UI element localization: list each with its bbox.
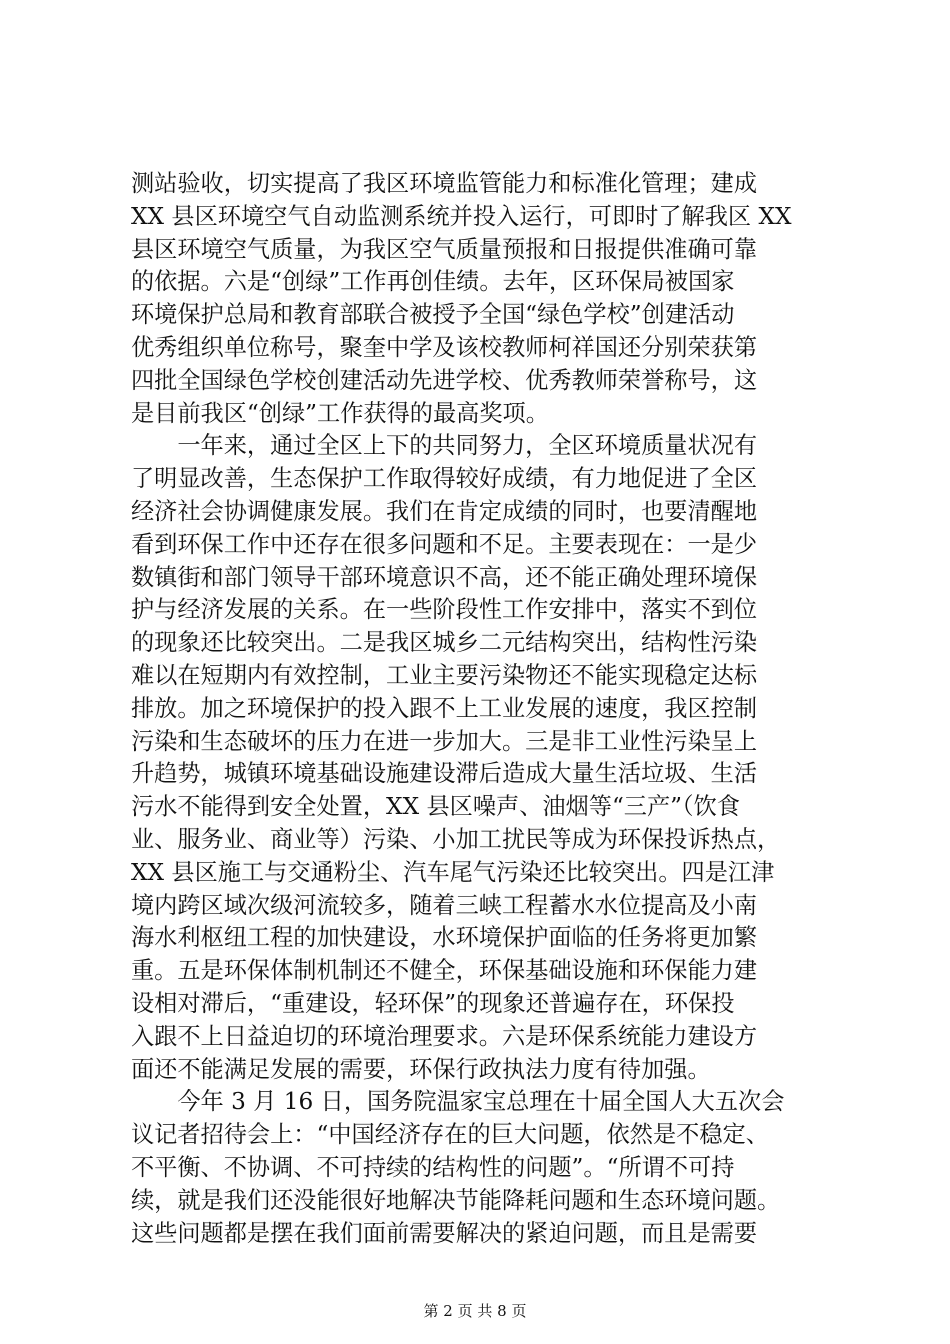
text-line: 续，就是我们还没能很好地解决节能降耗问题和生态环境问题。 xyxy=(131,1186,781,1214)
text-line: 重。五是环保体制机制还不健全，环保基础设施和环保能力建 xyxy=(131,957,758,985)
document-body xyxy=(131,168,831,1250)
text-line: 升趋势，城镇环境基础设施建设滞后造成大量生活垃圾、生活 xyxy=(131,760,758,788)
text-line: 境内跨区域次级河流较多，随着三峡工程蓄水水位提高及小南 xyxy=(131,891,758,919)
text-line: 了明显改善，生态保护工作取得较好成绩，有力地促进了全区 xyxy=(131,465,758,493)
text-line: 环境保护总局和教育部联合被授予全国“绿色学校”创建活动 xyxy=(131,301,735,329)
text-line: 测站验收，切实提高了我区环境监管能力和标准化管理；建成 xyxy=(131,170,758,197)
text-line: 优秀组织单位称号，聚奎中学及该校教师柯祥国还分别荣获第 xyxy=(131,333,758,361)
text-line: 看到环保工作中还存在很多问题和不足。主要表现在：一是少 xyxy=(131,530,758,558)
text-line: 面还不能满足发展的需要，环保行政执法力度有待加强。 xyxy=(131,1055,711,1083)
text-line: 排放。加之环境保护的投入跟不上工业发展的速度，我区控制 xyxy=(131,694,758,722)
text-line: 海水利枢纽工程的加快建设，水环境保护面临的任务将更加繁 xyxy=(131,924,758,952)
text-line: XX 县区环境空气自动监测系统并投入运行，可即时了解我区 XX xyxy=(131,202,792,230)
text-line: 是目前我区“创绿”工作获得的最高奖项。 xyxy=(131,399,549,427)
text-line: 设相对滞后，“重建设，轻环保”的现象还普遍存在，环保投 xyxy=(131,989,735,1017)
text-line: 经济社会协调健康发展。我们在肯定成绩的同时，也要清醒地 xyxy=(131,497,758,525)
text-line: 数镇街和部门领导干部环境意识不高，还不能正确处理环境保 xyxy=(131,563,758,591)
text-line: 入跟不上日益迫切的环境治理要求。六是环保系统能力建设方 xyxy=(131,1022,758,1050)
page-footer: 第 2 页 共 8 页 xyxy=(423,1302,527,1320)
text-line: 的现象还比较突出。二是我区城乡二元结构突出，结构性污染 xyxy=(131,629,758,657)
text-line: XX 县区施工与交通粉尘、汽车尾气污染还比较突出。四是江津 xyxy=(131,858,775,886)
text-line: 护与经济发展的关系。在一些阶段性工作安排中，落实不到位 xyxy=(131,596,758,624)
text-line: 的依据。六是“创绿”工作再创佳绩。去年，区环保局被国家 xyxy=(131,268,735,296)
text-line: 难以在短期内有效控制，工业主要污染物还不能实现稳定达标 xyxy=(131,661,758,689)
text-line: 污水不能得到安全处置，XX 县区噪声、油烟等“三产”（饮食 xyxy=(131,793,740,821)
text-line: 今年 3 月 16 日，国务院温家宝总理在十届全国人大五次会 xyxy=(131,1088,785,1116)
text-line: 县区环境空气质量，为我区空气质量预报和日报提供准确可靠 xyxy=(131,235,758,263)
text-line: 这些问题都是摆在我们面前需要解决的紧迫问题，而且是需要 xyxy=(131,1219,758,1247)
text-line: 业、服务业、商业等）污染、小加工扰民等成为环保投诉热点， xyxy=(131,825,781,853)
text-line: 议记者招待会上：“中国经济存在的巨大问题，依然是不稳定、 xyxy=(131,1121,769,1149)
text-line: 一年来，通过全区上下的共同努力，全区环境质量状况有 xyxy=(131,432,758,460)
text-line: 不平衡、不协调、不可持续的结构性的问题”。“所谓不可持 xyxy=(131,1153,735,1181)
text-line: 污染和生态破坏的压力在进一步加大。三是非工业性污染呈上 xyxy=(131,727,758,755)
text-line: 四批全国绿色学校创建活动先进学校、优秀教师荣誉称号，这 xyxy=(131,366,758,394)
